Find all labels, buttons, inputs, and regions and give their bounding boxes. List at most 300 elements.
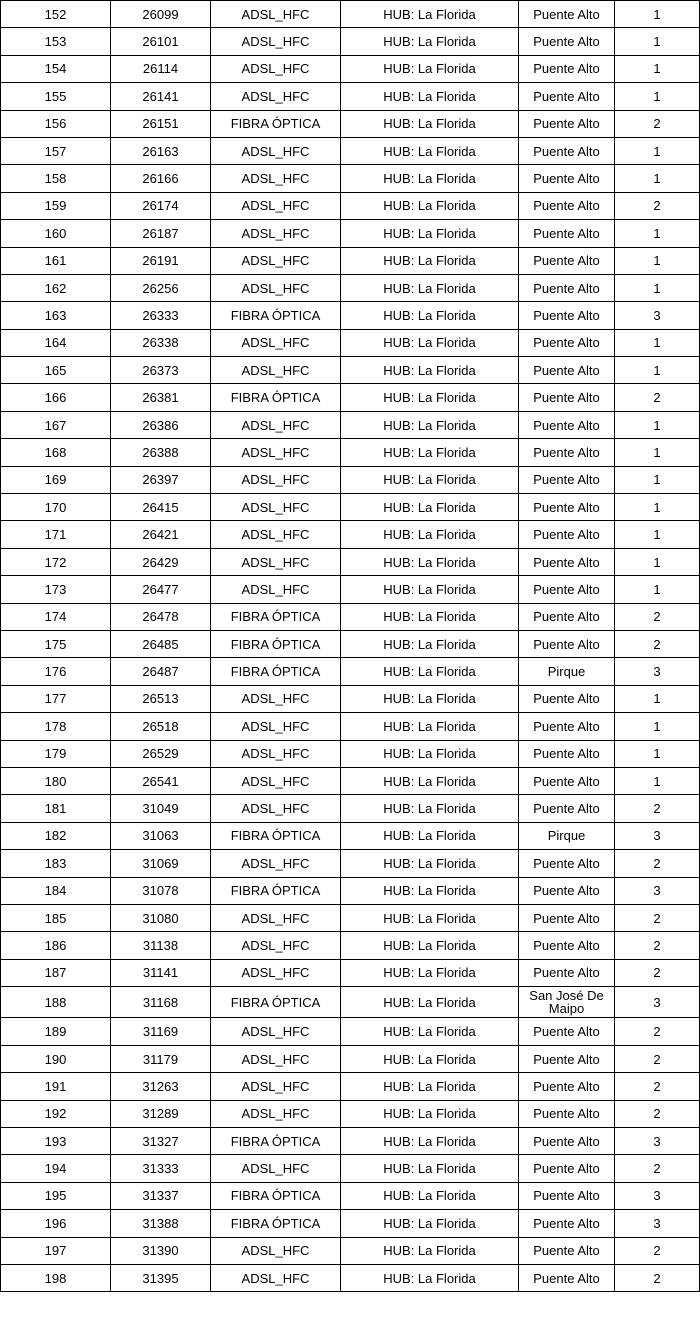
table-row [1, 302, 700, 329]
table-row [1, 83, 700, 110]
value-cell: 2 [615, 192, 700, 219]
technology-cell: FIBRA ÓPTICA [211, 603, 341, 630]
commune-cell: Pirque [519, 822, 615, 849]
commune-cell: Puente Alto [519, 165, 615, 192]
commune-cell: Puente Alto [519, 110, 615, 137]
row-number-cell: 195 [1, 1182, 111, 1209]
value-cell: 2 [615, 110, 700, 137]
hub-cell: HUB: La Florida [341, 1128, 519, 1155]
row-number-cell: 164 [1, 329, 111, 356]
row-number-cell: 174 [1, 603, 111, 630]
hub-cell: HUB: La Florida [341, 795, 519, 822]
row-number-cell: 160 [1, 220, 111, 247]
row-number-cell: 159 [1, 192, 111, 219]
technology-cell: ADSL_HFC [211, 1155, 341, 1182]
commune-cell: Puente Alto [519, 1128, 615, 1155]
code-cell: 31395 [111, 1264, 211, 1291]
commune-cell: Puente Alto [519, 767, 615, 794]
table-row [1, 822, 700, 849]
code-cell: 26099 [111, 1, 211, 28]
row-number-cell: 181 [1, 795, 111, 822]
technology-cell: FIBRA ÓPTICA [211, 987, 341, 1018]
technology-cell: ADSL_HFC [211, 165, 341, 192]
table-row [1, 548, 700, 575]
commune-cell: Puente Alto [519, 932, 615, 959]
value-cell: 2 [615, 1073, 700, 1100]
commune-cell: Puente Alto [519, 904, 615, 931]
hub-cell: HUB: La Florida [341, 247, 519, 274]
value-cell: 1 [615, 28, 700, 55]
technology-cell: ADSL_HFC [211, 357, 341, 384]
table-row [1, 1, 700, 28]
row-number-cell: 196 [1, 1210, 111, 1237]
table-row [1, 658, 700, 685]
value-cell: 1 [615, 165, 700, 192]
commune-cell: Puente Alto [519, 137, 615, 164]
code-cell: 26541 [111, 767, 211, 794]
value-cell: 1 [615, 576, 700, 603]
commune-cell: Puente Alto [519, 302, 615, 329]
value-cell: 2 [615, 1264, 700, 1291]
technology-cell: ADSL_HFC [211, 83, 341, 110]
technology-cell: FIBRA ÓPTICA [211, 877, 341, 904]
commune-cell: Puente Alto [519, 439, 615, 466]
commune-cell: Puente Alto [519, 1155, 615, 1182]
value-cell: 1 [615, 83, 700, 110]
hub-cell: HUB: La Florida [341, 1018, 519, 1045]
hub-cell: HUB: La Florida [341, 302, 519, 329]
technology-cell: ADSL_HFC [211, 329, 341, 356]
hub-cell: HUB: La Florida [341, 658, 519, 685]
technology-cell: ADSL_HFC [211, 1264, 341, 1291]
table-row [1, 713, 700, 740]
value-cell: 2 [615, 1237, 700, 1264]
table-row [1, 603, 700, 630]
table-row [1, 1128, 700, 1155]
table-row [1, 877, 700, 904]
hub-cell: HUB: La Florida [341, 822, 519, 849]
row-number-cell: 172 [1, 548, 111, 575]
table-row [1, 384, 700, 411]
table-row [1, 932, 700, 959]
row-number-cell: 185 [1, 904, 111, 931]
code-cell: 26163 [111, 137, 211, 164]
table-body [1, 1, 700, 1292]
technology-cell: FIBRA ÓPTICA [211, 658, 341, 685]
value-cell: 1 [615, 411, 700, 438]
technology-cell: FIBRA ÓPTICA [211, 110, 341, 137]
code-cell: 31080 [111, 904, 211, 931]
table-row [1, 466, 700, 493]
row-number-cell: 166 [1, 384, 111, 411]
value-cell: 1 [615, 548, 700, 575]
technology-cell: ADSL_HFC [211, 1073, 341, 1100]
technology-cell: FIBRA ÓPTICA [211, 1210, 341, 1237]
hub-cell: HUB: La Florida [341, 110, 519, 137]
table-row [1, 767, 700, 794]
row-number-cell: 162 [1, 274, 111, 301]
value-cell: 1 [615, 685, 700, 712]
table-row [1, 1100, 700, 1127]
table-row [1, 1045, 700, 1072]
table-row [1, 357, 700, 384]
technology-cell: ADSL_HFC [211, 137, 341, 164]
hub-cell: HUB: La Florida [341, 713, 519, 740]
technology-cell: ADSL_HFC [211, 466, 341, 493]
commune-cell: Pirque [519, 658, 615, 685]
table-row [1, 247, 700, 274]
technology-cell: ADSL_HFC [211, 904, 341, 931]
hub-cell: HUB: La Florida [341, 850, 519, 877]
table-row [1, 165, 700, 192]
row-number-cell: 179 [1, 740, 111, 767]
row-number-cell: 189 [1, 1018, 111, 1045]
code-cell: 31289 [111, 1100, 211, 1127]
technology-cell: ADSL_HFC [211, 1018, 341, 1045]
value-cell: 2 [615, 932, 700, 959]
commune-cell: Puente Alto [519, 1, 615, 28]
row-number-cell: 154 [1, 55, 111, 82]
row-number-cell: 175 [1, 630, 111, 657]
technology-cell: ADSL_HFC [211, 795, 341, 822]
value-cell: 1 [615, 740, 700, 767]
commune-cell: Puente Alto [519, 329, 615, 356]
row-number-cell: 183 [1, 850, 111, 877]
code-cell: 31141 [111, 959, 211, 986]
code-cell: 31069 [111, 850, 211, 877]
value-cell: 1 [615, 247, 700, 274]
hub-cell: HUB: La Florida [341, 466, 519, 493]
hub-cell: HUB: La Florida [341, 603, 519, 630]
commune-cell: Puente Alto [519, 384, 615, 411]
code-cell: 26529 [111, 740, 211, 767]
row-number-cell: 168 [1, 439, 111, 466]
table-row [1, 630, 700, 657]
code-cell: 26373 [111, 357, 211, 384]
row-number-cell: 197 [1, 1237, 111, 1264]
hub-cell: HUB: La Florida [341, 1237, 519, 1264]
commune-cell: Puente Alto [519, 548, 615, 575]
code-cell: 31327 [111, 1128, 211, 1155]
technology-cell: ADSL_HFC [211, 1100, 341, 1127]
code-cell: 26513 [111, 685, 211, 712]
code-cell: 26381 [111, 384, 211, 411]
table-row [1, 439, 700, 466]
code-cell: 31169 [111, 1018, 211, 1045]
technology-cell: ADSL_HFC [211, 192, 341, 219]
code-cell: 26429 [111, 548, 211, 575]
commune-cell: Puente Alto [519, 55, 615, 82]
value-cell: 1 [615, 494, 700, 521]
table-row [1, 904, 700, 931]
commune-cell: Puente Alto [519, 603, 615, 630]
row-number-cell: 167 [1, 411, 111, 438]
value-cell: 2 [615, 630, 700, 657]
hub-cell: HUB: La Florida [341, 55, 519, 82]
code-cell: 26397 [111, 466, 211, 493]
row-number-cell: 155 [1, 83, 111, 110]
hub-cell: HUB: La Florida [341, 932, 519, 959]
row-number-cell: 194 [1, 1155, 111, 1182]
table-row [1, 329, 700, 356]
code-cell: 26487 [111, 658, 211, 685]
hub-cell: HUB: La Florida [341, 548, 519, 575]
row-number-cell: 170 [1, 494, 111, 521]
row-number-cell: 153 [1, 28, 111, 55]
commune-cell: Puente Alto [519, 630, 615, 657]
code-cell: 31138 [111, 932, 211, 959]
commune-cell: Puente Alto [519, 1264, 615, 1291]
table-row [1, 576, 700, 603]
value-cell: 2 [615, 603, 700, 630]
row-number-cell: 152 [1, 1, 111, 28]
code-cell: 26166 [111, 165, 211, 192]
value-cell: 1 [615, 357, 700, 384]
hub-cell: HUB: La Florida [341, 1155, 519, 1182]
table-row [1, 55, 700, 82]
technology-cell: ADSL_HFC [211, 220, 341, 247]
hub-cell: HUB: La Florida [341, 274, 519, 301]
row-number-cell: 171 [1, 521, 111, 548]
commune-cell: Puente Alto [519, 1182, 615, 1209]
technology-cell: FIBRA ÓPTICA [211, 1182, 341, 1209]
technology-cell: ADSL_HFC [211, 767, 341, 794]
technology-cell: FIBRA ÓPTICA [211, 630, 341, 657]
code-cell: 26421 [111, 521, 211, 548]
code-cell: 31179 [111, 1045, 211, 1072]
code-cell: 26518 [111, 713, 211, 740]
value-cell: 1 [615, 220, 700, 247]
hub-cell: HUB: La Florida [341, 329, 519, 356]
technology-cell: ADSL_HFC [211, 932, 341, 959]
code-cell: 26101 [111, 28, 211, 55]
technology-cell: ADSL_HFC [211, 439, 341, 466]
commune-cell: Puente Alto [519, 685, 615, 712]
commune-cell: Puente Alto [519, 740, 615, 767]
commune-cell: San José De Maipo [519, 987, 615, 1018]
value-cell: 1 [615, 1, 700, 28]
row-number-cell: 180 [1, 767, 111, 794]
table-row [1, 795, 700, 822]
table-row [1, 1182, 700, 1209]
value-cell: 1 [615, 137, 700, 164]
value-cell: 3 [615, 658, 700, 685]
code-cell: 26386 [111, 411, 211, 438]
value-cell: 2 [615, 1045, 700, 1072]
value-cell: 2 [615, 959, 700, 986]
hub-cell: HUB: La Florida [341, 192, 519, 219]
commune-cell: Puente Alto [519, 1210, 615, 1237]
commune-cell: Puente Alto [519, 713, 615, 740]
technology-cell: ADSL_HFC [211, 494, 341, 521]
code-cell: 31388 [111, 1210, 211, 1237]
code-cell: 31049 [111, 795, 211, 822]
commune-cell: Puente Alto [519, 877, 615, 904]
value-cell: 1 [615, 521, 700, 548]
row-number-cell: 156 [1, 110, 111, 137]
commune-cell: Puente Alto [519, 795, 615, 822]
code-cell: 31168 [111, 987, 211, 1018]
commune-cell: Puente Alto [519, 1045, 615, 1072]
code-cell: 31063 [111, 822, 211, 849]
hub-cell: HUB: La Florida [341, 137, 519, 164]
technology-cell: FIBRA ÓPTICA [211, 1128, 341, 1155]
row-number-cell: 193 [1, 1128, 111, 1155]
commune-cell: Puente Alto [519, 1100, 615, 1127]
hub-cell: HUB: La Florida [341, 1182, 519, 1209]
table-row [1, 28, 700, 55]
code-cell: 26333 [111, 302, 211, 329]
code-cell: 31333 [111, 1155, 211, 1182]
row-number-cell: 169 [1, 466, 111, 493]
hub-cell: HUB: La Florida [341, 1264, 519, 1291]
technology-cell: ADSL_HFC [211, 548, 341, 575]
value-cell: 3 [615, 987, 700, 1018]
code-cell: 26191 [111, 247, 211, 274]
commune-cell: Puente Alto [519, 1018, 615, 1045]
hub-cell: HUB: La Florida [341, 28, 519, 55]
commune-cell: Puente Alto [519, 220, 615, 247]
hub-cell: HUB: La Florida [341, 1073, 519, 1100]
table-row [1, 220, 700, 247]
code-cell: 26388 [111, 439, 211, 466]
hub-cell: HUB: La Florida [341, 1210, 519, 1237]
table-row [1, 192, 700, 219]
value-cell: 3 [615, 302, 700, 329]
row-number-cell: 173 [1, 576, 111, 603]
row-number-cell: 158 [1, 165, 111, 192]
row-number-cell: 192 [1, 1100, 111, 1127]
code-cell: 26174 [111, 192, 211, 219]
technology-cell: ADSL_HFC [211, 685, 341, 712]
value-cell: 1 [615, 55, 700, 82]
value-cell: 1 [615, 329, 700, 356]
hub-cell: HUB: La Florida [341, 877, 519, 904]
row-number-cell: 186 [1, 932, 111, 959]
hub-cell: HUB: La Florida [341, 1100, 519, 1127]
technology-cell: ADSL_HFC [211, 1, 341, 28]
commune-cell: Puente Alto [519, 83, 615, 110]
code-cell: 26338 [111, 329, 211, 356]
row-number-cell: 190 [1, 1045, 111, 1072]
commune-cell: Puente Alto [519, 466, 615, 493]
value-cell: 2 [615, 1018, 700, 1045]
value-cell: 1 [615, 767, 700, 794]
value-cell: 1 [615, 439, 700, 466]
table-row [1, 1155, 700, 1182]
technology-cell: ADSL_HFC [211, 850, 341, 877]
code-cell: 31390 [111, 1237, 211, 1264]
table-row [1, 685, 700, 712]
commune-cell: Puente Alto [519, 274, 615, 301]
row-number-cell: 188 [1, 987, 111, 1018]
code-cell: 31263 [111, 1073, 211, 1100]
hub-cell: HUB: La Florida [341, 630, 519, 657]
row-number-cell: 161 [1, 247, 111, 274]
commune-cell: Puente Alto [519, 192, 615, 219]
value-cell: 3 [615, 822, 700, 849]
hub-cell: HUB: La Florida [341, 83, 519, 110]
hub-cell: HUB: La Florida [341, 576, 519, 603]
code-cell: 26477 [111, 576, 211, 603]
commune-cell: Puente Alto [519, 28, 615, 55]
value-cell: 3 [615, 877, 700, 904]
row-number-cell: 177 [1, 685, 111, 712]
row-number-cell: 184 [1, 877, 111, 904]
value-cell: 1 [615, 274, 700, 301]
code-cell: 26478 [111, 603, 211, 630]
code-cell: 26141 [111, 83, 211, 110]
technology-cell: FIBRA ÓPTICA [211, 822, 341, 849]
hub-cell: HUB: La Florida [341, 411, 519, 438]
table-row [1, 521, 700, 548]
value-cell: 2 [615, 904, 700, 931]
table-row [1, 1237, 700, 1264]
row-number-cell: 191 [1, 1073, 111, 1100]
hub-cell: HUB: La Florida [341, 439, 519, 466]
technology-cell: ADSL_HFC [211, 740, 341, 767]
code-cell: 26415 [111, 494, 211, 521]
row-number-cell: 165 [1, 357, 111, 384]
row-number-cell: 157 [1, 137, 111, 164]
value-cell: 3 [615, 1210, 700, 1237]
code-cell: 31337 [111, 1182, 211, 1209]
technology-cell: ADSL_HFC [211, 247, 341, 274]
commune-cell: Puente Alto [519, 357, 615, 384]
hub-cell: HUB: La Florida [341, 494, 519, 521]
commune-cell: Puente Alto [519, 1237, 615, 1264]
hub-cell: HUB: La Florida [341, 959, 519, 986]
value-cell: 2 [615, 384, 700, 411]
technology-cell: ADSL_HFC [211, 28, 341, 55]
row-number-cell: 182 [1, 822, 111, 849]
value-cell: 2 [615, 1155, 700, 1182]
hub-cell: HUB: La Florida [341, 987, 519, 1018]
hub-cell: HUB: La Florida [341, 521, 519, 548]
value-cell: 2 [615, 850, 700, 877]
row-number-cell: 176 [1, 658, 111, 685]
commune-cell: Puente Alto [519, 521, 615, 548]
code-cell: 26187 [111, 220, 211, 247]
code-cell: 26485 [111, 630, 211, 657]
hub-cell: HUB: La Florida [341, 904, 519, 931]
hub-cell: HUB: La Florida [341, 357, 519, 384]
technology-cell: ADSL_HFC [211, 713, 341, 740]
table-row [1, 1264, 700, 1291]
technology-cell: ADSL_HFC [211, 959, 341, 986]
commune-cell: Puente Alto [519, 494, 615, 521]
row-number-cell: 198 [1, 1264, 111, 1291]
table-row [1, 850, 700, 877]
commune-cell: Puente Alto [519, 247, 615, 274]
hub-cell: HUB: La Florida [341, 685, 519, 712]
hub-cell: HUB: La Florida [341, 1045, 519, 1072]
hub-cell: HUB: La Florida [341, 384, 519, 411]
value-cell: 2 [615, 795, 700, 822]
commune-cell: Puente Alto [519, 576, 615, 603]
technology-cell: ADSL_HFC [211, 576, 341, 603]
table-row [1, 1018, 700, 1045]
table-row [1, 959, 700, 986]
technology-cell: FIBRA ÓPTICA [211, 302, 341, 329]
code-cell: 26114 [111, 55, 211, 82]
technology-cell: ADSL_HFC [211, 274, 341, 301]
commune-cell: Puente Alto [519, 959, 615, 986]
hub-cell: HUB: La Florida [341, 767, 519, 794]
technology-cell: ADSL_HFC [211, 55, 341, 82]
commune-cell: Puente Alto [519, 850, 615, 877]
hub-cell: HUB: La Florida [341, 165, 519, 192]
